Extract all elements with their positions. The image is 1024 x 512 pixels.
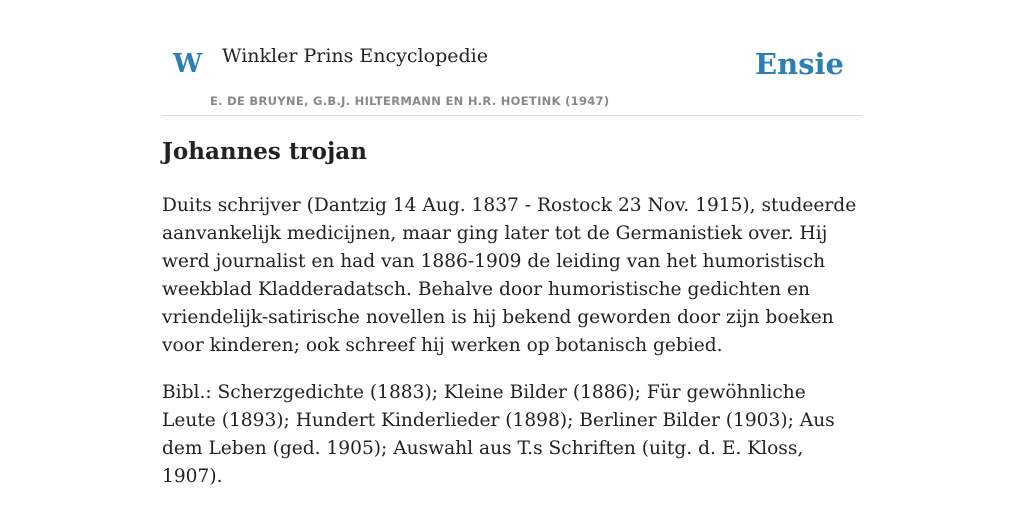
article-paragraph-bibliography: Bibl.: Scherzgedichte (1883); Kleine Bilder (1886); Für gewöhnliche Leute (1893); Hundert Kinderlieder (1898); Berliner Bilder (1903); Aus dem Leben (ged. 1905); Auswahl aus T.s Schriften (uitg. d. E. Kloss, 1907). — [162, 382, 835, 487]
article-body — [162, 192, 862, 510]
ensie-logo[interactable]: Ensie — [755, 47, 844, 81]
page-container — [162, 0, 862, 487]
encyclopedia-title[interactable]: Winkler Prins Encyclopedie — [222, 45, 488, 67]
article-title: Johannes trojan — [162, 138, 367, 165]
encyclopedia-authors: E. DE BRUYNE, G.B.J. HILTERMANN EN H.R. HOETINK (1947) — [210, 94, 610, 108]
winkler-prins-logo[interactable]: W — [173, 49, 203, 79]
header — [162, 0, 862, 116]
article-paragraph-description: Duits schrijver (Dantzig 14 Aug. 1837 - Rostock 23 Nov. 1915), studeerde aanvankelijk medicijnen, maar ging later tot de Germanistiek over. Hij werd journalist en had van 1886-1909 de leiding van het humoristisch weekblad Kladderadatsch. Behalve door humoristische gedichten en vriendelijk-satirische novellen is hij bekend geworden door zijn boeken voor kinderen; ook schreef hij werken op botanisch gebied. — [162, 195, 857, 356]
